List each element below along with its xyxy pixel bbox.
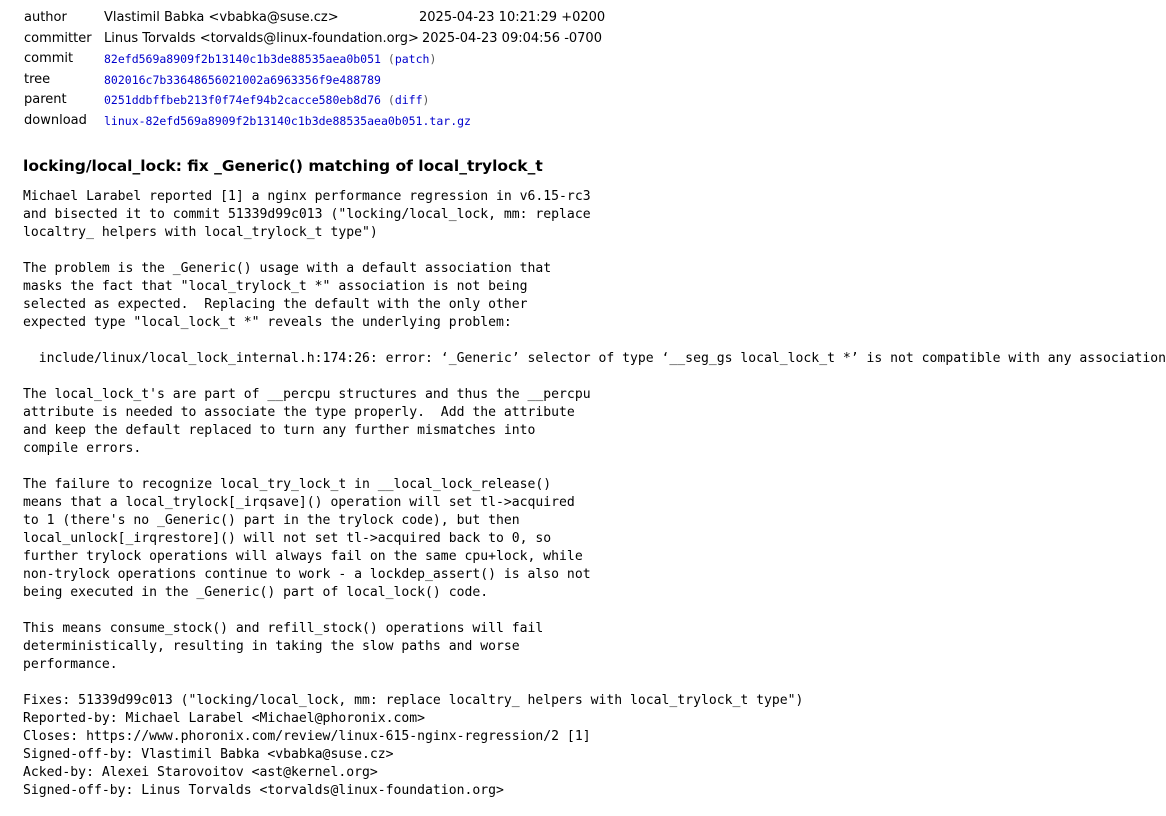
patch-close-paren: ) [429,52,437,67]
author-value: Vlastimil Babka <vbabka@suse.cz> [104,10,339,25]
commit-message: Michael Larabel reported [1] a nginx performance regression in v6.15-rc3 and bisected it to commit 51339d99c013 ("locking/local_lock, mm: replace localtry_ helpers with local_trylock_t type") The problem is the _Generic() usage with a default association that masks the fact that "local_trylock_t *" association is not being selected as expected. Replacing the default with the only other expected type "local_lock_t *" reveals the underlying problem: include/linux/local_lock_internal.h:174:26: error: ‘_Generic’ selector of type ‘__seg_gs local_lock_t *’ is not compatible with any association The local_lock_t's are part of __percpu structures and thus the __percpu attribute is needed to associate the type properly. Add the attribute and keep the default replaced to turn any further mismatches into compile errors. The failure to recognize local_try_lock_t in __local_lock_release() means that a local_trylock[_irqsave]() operation will set tl->acquired to 1 (there's no _Generic() part in the trylock code), but then local_unlock[_irqrestore]() will not set tl->acquired back to 0, so further trylock operations will always fail on the same cpu+lock, while non-trylock operations continue to work - a lockdep_assert() is also not being executed in the _Generic() part of local_lock() code. This means consume_stock() and refill_stock() operations will fail deterministically, resulting in taking the slow paths and worse performance. Fixes: 51339d99c013 ("locking/local_lock, mm: replace localtry_ helpers with local_trylock_t type") Reported-by: Michael Larabel <Michael@phoronix.com> Closes: https://www.phoronix.com/review/linux-615-nginx-regression/2 [1] Signed-off-by: Vlastimil Babka <vbabka@suse.cz> Acked-by: Alexei Starovoitov <ast@kernel.org> Signed-off-by: Linus Torvalds <torvalds@linux-foundation.org> [23,189,1166,798]
diff-link[interactable]: diff [394,93,423,108]
commit-hash-link[interactable]: 82efd569a8909f2b13140c1b3de88535aea0b051 [104,52,381,67]
committer-value: Linus Torvalds <torvalds@linux-foundation.org> [104,30,419,46]
parent-label: parent [24,92,67,108]
patch-link[interactable]: patch [394,52,430,67]
tree-label: tree [24,71,51,87]
committer-date: 2025-04-23 09:04:56 -0700 [422,30,602,46]
download-link-prefix: linux-82efd569a8909f2b13140c1b3de88535aea0b051 [104,113,423,128]
commit-subject: locking/local_lock: fix _Generic() matching of local_trylock_t [23,157,543,175]
author-date: 2025-04-23 10:21:29 +0200 [419,10,606,25]
parent-value [104,90,429,111]
diff-close-paren: ) [422,93,430,108]
diff-open-paren: ( [387,93,395,108]
commit-label: commit [24,51,74,67]
tree-value [104,70,381,91]
download-value [104,111,471,132]
parent-hash-link[interactable]: 0251ddbffbeb213f0f74ef94b2cacce580eb8d76 [104,93,381,108]
tree-hash-link[interactable]: 802016c7b33648656021002a6963356f9e488789 [104,72,381,87]
committer-label: committer [24,30,92,46]
patch-open-paren: ( [387,52,395,67]
download-tarball-link[interactable] [104,114,471,128]
download-label: download [24,112,87,128]
commit-value [104,49,436,70]
download-link-ext: .tar.gz [422,113,471,128]
author-label: author [24,10,67,25]
